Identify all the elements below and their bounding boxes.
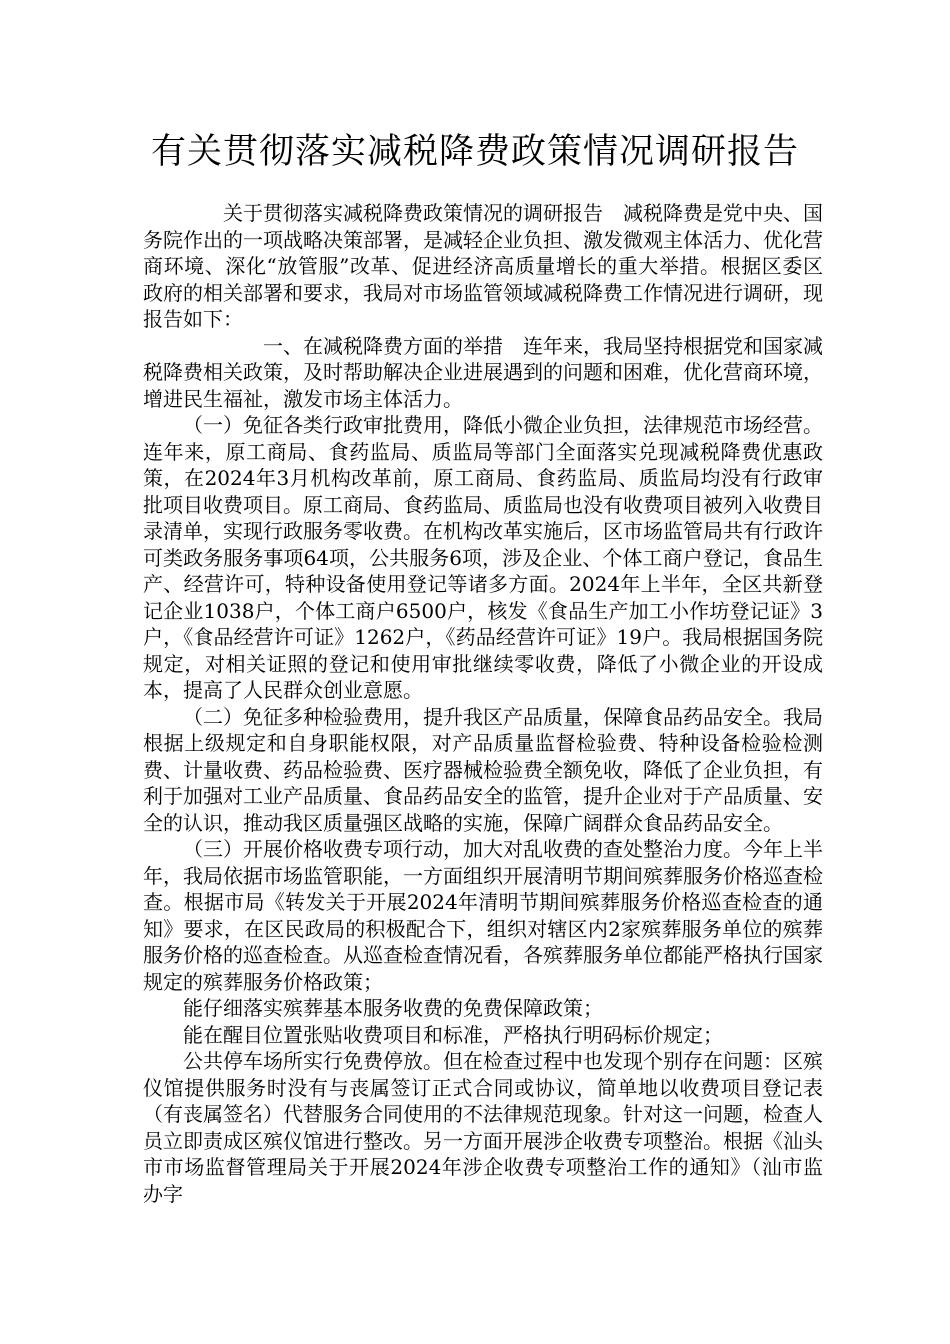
paragraph-section-one: 一、在减税降费方面的举措 连年来，我局坚持根据党和国家减税降费相关政策，及时帮助解决企业进展遇到的问题和困难，优化营商环境，增进民生福祉，激发市场主体活力。 — [143, 333, 823, 411]
paragraph-item-three-point-a: 能仔细落实殡葬基本服务收费的免费保障政策； — [183, 996, 603, 1020]
document-title: 有关贯彻落实减税降费政策情况调研报告 — [150, 132, 799, 172]
paragraph-item-one: （一）免征各类行政审批费用，降低小微企业负担，法律规范市场经营。连年来，原工商局、食药监局、质监局等部门全面落实兑现减税降费优惠政策，在2024年3月机构改革前，原工商局、食药监局、质监局均没有行政审批项目收费项目。原工商局、食药监局、质监局也没有收费项目被列入收费目录清单，实现行政服务零收费。在机构改革实施后，区市场监管局共有行政许可类政务服务事项64项，公共服务6项，涉及企业、个体工商户登记，食品生产、经营许可，特种设备使用登记等诸多方面。2024年上半年，全区共新登记企业1038户，个体工商户6500户，核发《食品生产加工小作坊登记证》3户，《食品经营许可证》1262户，《药品经营许可证》19户。我局根据国务院规定，对相关证照的登记和使用审批继续零收费，降低了小微企业的开设成本，提高了人民群众创业意愿。 — [143, 413, 823, 702]
paragraph-item-two: （二）免征多种检验费用，提升我区产品质量，保障食品药品安全。我局根据上级规定和自身职能权限，对产品质量监督检验费、特种设备检验检测费、计量收费、药品检验费、医疗器械检验费全额免收，降低了企业负担，有利于加强对工业产品质量、食品药品安全的监管，提升企业对于产品质量、安全的认识，推动我区质量强区战略的实施，保障广阔群众食品药品安全。 — [143, 704, 823, 835]
paragraph-item-three-point-c: 公共停车场所实行免费停放。但在检查过程中也发现个别存在问题：区殡仪馆提供服务时没有与丧属签订正式合同或协议，简单地以收费项目登记表（有丧属签名）代替服务合同使用的不法律规范现象。针对这一问题，检查人员立即责成区殡仪馆进行整改。另一方面开展涉企收费专项整治。根据《汕头市市场监督管理局关于开展2024年涉企收费专项整治工作的通知》（汕市监办字 — [143, 1049, 823, 1206]
paragraph-intro: 关于贯彻落实减税降费政策情况的调研报告 减税降费是党中央、国务院作出的一项战略决策部署，是减轻企业负担、激发微观主体活力、优化营商环境、深化“放管服”改革、促进经济高质量增长的重大举措。根据区委区政府的相关部署和要求，我局对市场监管领域减税降费工作情况进行调研，现报告如下： — [143, 201, 823, 331]
document-body — [143, 200, 823, 1207]
paragraph-item-three-point-b: 能在醒目位置张贴收费项目和标准，严格执行明码标价规定； — [183, 1022, 723, 1047]
paragraph-item-three: （三）开展价格收费专项行动，加大对乱收费的查处整治力度。今年上半年，我局依据市场监管职能，一方面组织开展清明节期间殡葬服务价格巡查检查。根据市局《转发关于开展2024年清明节期间殡葬服务价格巡查检查的通知》要求，在区民政局的积极配合下，组织对辖区内2家殡葬服务单位的殡葬服务价格的巡查检查。从巡查检查情况看，各殡葬服务单位都能严格执行国家规定的殡葬服务价格政策； — [143, 837, 823, 994]
